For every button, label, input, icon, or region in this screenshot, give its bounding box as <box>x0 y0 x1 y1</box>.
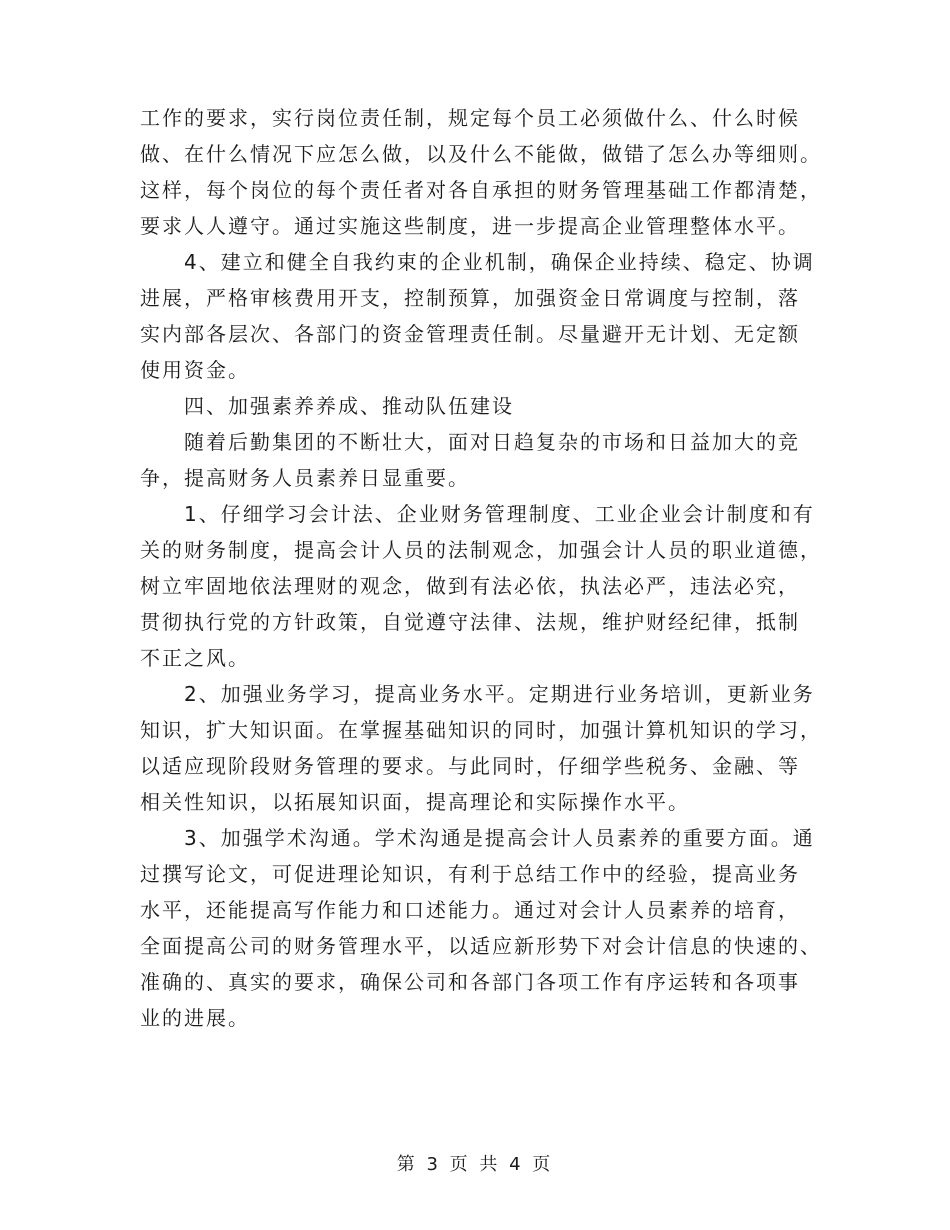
text-line: 以适应现阶段财务管理的要求。与此同时，仔细学些税务、金融、等 <box>140 754 800 778</box>
text-line: 使用资金。 <box>140 358 250 382</box>
text-line: 争，提高财务人员素养日显重要。 <box>140 466 470 490</box>
text-line: 关的财务制度，提高会计人员的法制观念，加强会计人员的职业道德， <box>140 538 822 562</box>
text-line: 准确的、真实的要求，确保公司和各部门各项工作有序运转和各项事 <box>140 970 800 994</box>
text-line: 3、加强学术沟通。学术沟通是提高会计人员素养的重要方面。通 <box>184 826 815 850</box>
text-line: 业的进展。 <box>140 1006 250 1030</box>
text-line: 要求人人遵守。通过实施这些制度，进一步提高企业管理整体水平。 <box>140 214 800 238</box>
text-line: 相关性知识，以拓展知识面，提高理论和实际操作水平。 <box>140 790 690 814</box>
text-line: 过撰写论文，可促进理论知识，有利于总结工作中的经验，提高业务 <box>140 862 800 886</box>
text-line: 实内部各层次、各部门的资金管理责任制。尽量避开无计划、无定额 <box>140 322 800 346</box>
text-line: 1、仔细学习会计法、企业财务管理制度、工业企业会计制度和有 <box>184 502 815 526</box>
text-line: 树立牢固地依法理财的观念，做到有法必依，执法必严，违法必究， <box>140 574 800 598</box>
text-line: 四、加强素养养成、推动队伍建设 <box>184 394 514 418</box>
text-line: 随着后勤集团的不断壮大，面对日趋复杂的市场和日益加大的竞 <box>184 430 800 454</box>
text-line: 不正之风。 <box>140 646 250 670</box>
text-line: 工作的要求，实行岗位责任制，规定每个员工必须做什么、什么时候 <box>140 106 800 130</box>
page-number: 第 3 页 共 4 页 <box>396 1154 554 1175</box>
text-line: 做、在什么情况下应怎么做，以及什么不能做，做错了怎么办等细则。 <box>140 142 822 166</box>
text-line: 这样，每个岗位的每个责任者对各自承担的财务管理基础工作都清楚， <box>140 178 822 202</box>
text-line: 进展，严格审核费用开支，控制预算，加强资金日常调度与控制，落 <box>140 286 800 310</box>
text-line: 知识，扩大知识面。在掌握基础知识的同时，加强计算机知识的学习， <box>140 718 822 742</box>
document-body <box>140 100 822 1036</box>
text-line: 贯彻执行党的方针政策，自觉遵守法律、法规，维护财经纪律，抵制 <box>140 610 800 634</box>
text-line: 4、建立和健全自我约束的企业机制，确保企业持续、稳定、协调 <box>184 250 815 274</box>
text-line: 2、加强业务学习，提高业务水平。定期进行业务培训，更新业务 <box>184 682 815 706</box>
text-line: 全面提高公司的财务管理水平，以适应新形势下对会计信息的快速的、 <box>140 934 822 958</box>
text-line: 水平，还能提高写作能力和口述能力。通过对会计人员素养的培育， <box>140 898 800 922</box>
